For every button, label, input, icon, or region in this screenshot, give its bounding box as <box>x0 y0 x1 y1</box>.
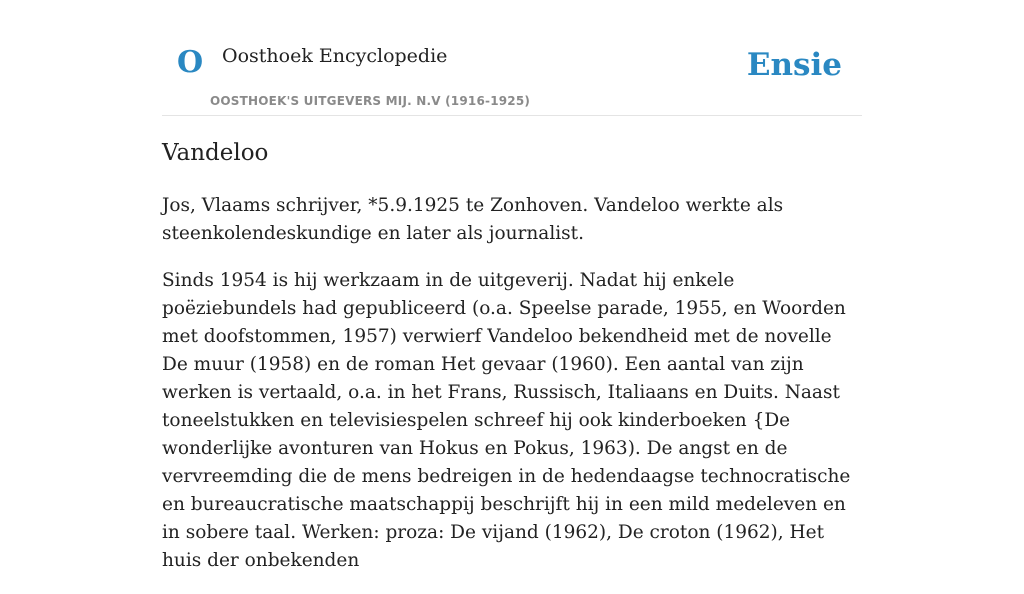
article-title: Vandeloo <box>162 140 269 166</box>
article-paragraph-1: Jos, Vlaams schrijver, *5.9.1925 te Zonhoven. Vandeloo werkte als steenkolendeskundige en later als journalist. <box>162 195 784 244</box>
source-logo[interactable]: O <box>177 45 204 80</box>
content-container <box>162 0 862 571</box>
ensie-brand-logo[interactable]: Ensie <box>746 47 842 83</box>
source-subtitle: OOSTHOEK'S UITGEVERS MIJ. N.V (1916-1925) <box>210 94 531 108</box>
article-body <box>162 192 862 594</box>
source-title-link[interactable]: Oosthoek Encyclopedie <box>222 45 448 67</box>
article-paragraph-2: Sinds 1954 is hij werkzaam in de uitgeverij. Nadat hij enkele poëziebundels had gepubliceerd (o.a. Speelse parade, 1955, en Woorden met doofstommen, 1957) verwierf Vandeloo bekendheid met de novelle De muur (1958) en de roman Het gevaar (1960). Een aantal van zijn werken is vertaald, o.a. in het Frans, Russisch, Italiaans en Duits. Naast toneelstukken en televisiespelen schreef hij ook kinderboeken {De wonderlijke avonturen van Hokus en Pokus, 1963). De angst en de vervreemding die de mens bedreigen in de hedendaagse technocratische en bureaucratische maatschappij beschrijft hij in een mild medeleven en in sobere taal. Werken: proza: De vijand (1962), De croton (1962), Het huis der onbekenden <box>162 270 851 571</box>
source-header <box>162 0 862 116</box>
